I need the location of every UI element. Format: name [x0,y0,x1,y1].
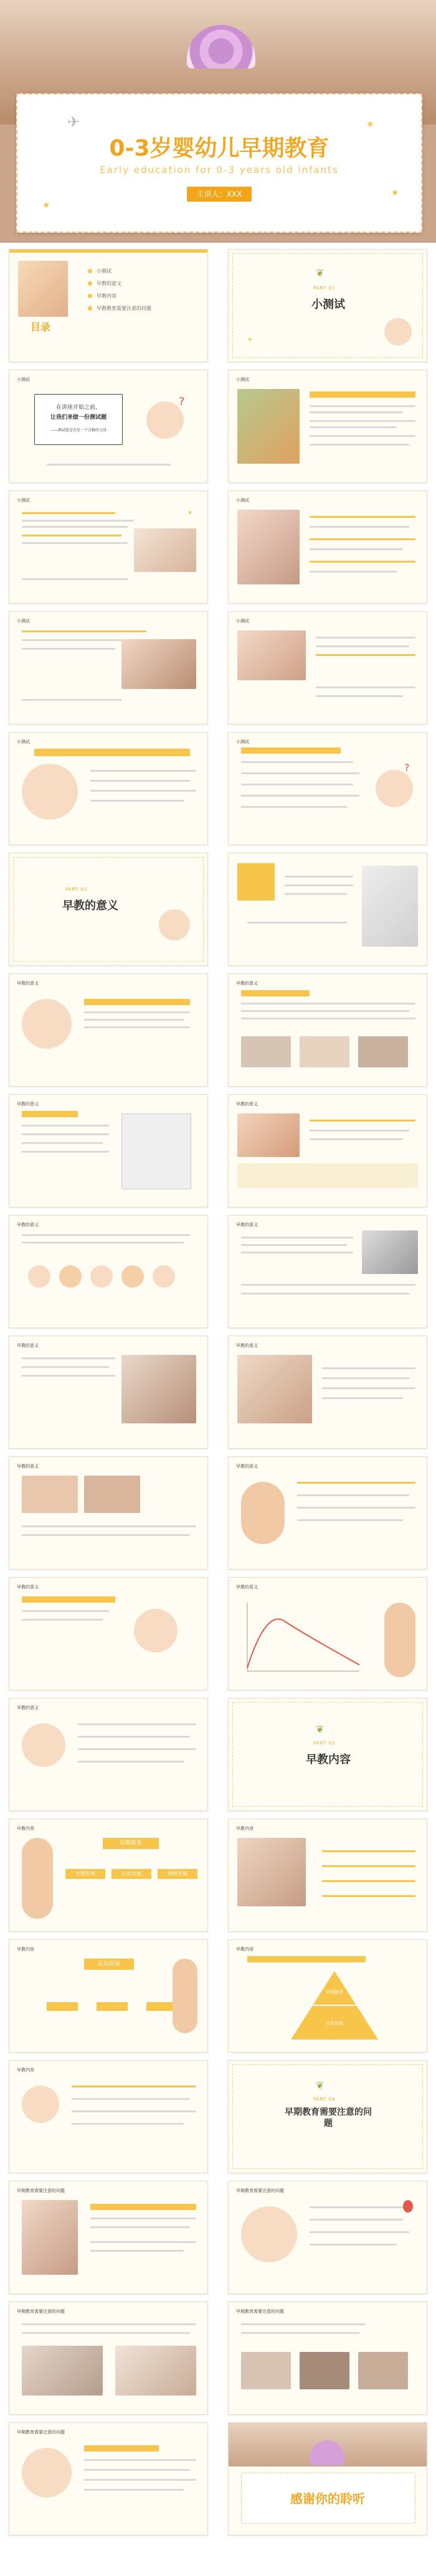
info-badge [22,1111,78,1117]
photo [241,2352,291,2389]
text-line [84,1019,184,1021]
baby-photo [115,2346,196,2396]
answer-bar [34,749,190,756]
slide-header: 早教的意义 [236,1585,258,1590]
text-line [297,1507,415,1509]
text-line [241,1237,353,1239]
slide-quiz-3[interactable] [228,490,427,604]
slide-meaning-11[interactable] [228,1456,427,1570]
text-line [322,1880,415,1882]
toc-item[interactable]: 早教的意义 [97,281,121,286]
text-line [322,1850,415,1852]
slide-header: 小测试 [17,739,30,744]
quiz-intro-line2: 让我们来做一份测试题 [50,415,107,421]
text-line [241,2332,359,2334]
slide-section-quiz[interactable] [228,249,427,362]
tree-node: 情感发展 [158,1869,197,1879]
answer-bar [241,747,341,754]
text-line [316,654,415,656]
tree-node: 认知发展 [111,1869,151,1879]
text-line [22,1151,109,1153]
info-badge [90,2204,196,2210]
baby-photo [237,1838,306,1906]
text-line [90,2218,196,2219]
baby-photo [121,639,196,689]
slide-meaning-14[interactable] [9,1698,208,1811]
text-box [237,1163,418,1188]
photo [241,1036,291,1067]
text-line [84,2459,196,2461]
slide-content-2[interactable] [9,2060,208,2173]
text-line [310,426,397,428]
slide-header: 早教内容 [17,2068,34,2073]
slide-header: 早教的意义 [17,1585,39,1590]
star-icon: ★ [187,510,193,516]
baby-photo [237,630,306,680]
baby-photo [237,1355,312,1423]
slide-meaning-4[interactable] [9,1094,208,1207]
text-line [22,639,128,641]
accent-block [237,863,275,901]
ending-title: 感谢你的聆听 [290,2491,365,2506]
text-line [22,1242,184,1244]
baby-photo [362,866,418,947]
cover-title: 0-3岁婴幼儿早期教育 [109,136,329,161]
text-line [90,780,190,782]
text-line [22,1619,103,1621]
text-line [310,538,415,540]
text-line [310,571,397,573]
slide-toc[interactable] [9,249,208,362]
info-badge [22,1596,115,1603]
text-line [22,630,146,632]
slide-header: 早期教育需要注意的问题 [236,2188,284,2193]
slide-header: 早期教育需要注意的问题 [236,2309,284,2314]
slide-content-1[interactable] [228,1819,427,1932]
slide-quiz-7[interactable] [228,732,427,845]
kid-studying-illustration [134,1609,178,1652]
text-line [316,637,415,639]
text-line [310,2206,409,2208]
family-illustration [241,2206,297,2262]
text-line [22,2323,196,2325]
text-line [22,512,115,514]
text-line [90,800,184,802]
slide-header: 早教的意义 [17,1464,39,1469]
section-part-label: PART 03 [313,1741,336,1746]
text-line [22,1234,190,1236]
text-line [84,2479,196,2481]
slide-meaning-5[interactable] [228,1094,427,1207]
slide-header: 早教的意义 [236,1222,258,1227]
kid-illustration [22,2086,59,2123]
section-part-label: PART 04 [313,2097,336,2102]
text-line [241,1018,415,1019]
text-line [22,526,128,528]
photo [84,1476,140,1513]
tree-node: 生理发展 [65,1869,105,1879]
mother-illustration [384,1603,415,1677]
kid-illustration [22,2448,72,2498]
slide-header: 早教的意义 [17,1343,39,1348]
baby-photo [237,510,300,584]
slide-header: 小测试 [17,619,30,624]
info-badge [84,2445,159,2452]
text-line [241,795,359,797]
text-line [297,1494,409,1496]
text-line [310,444,409,446]
tree-node [47,2002,78,2011]
text-line [84,2469,190,2471]
slide-notice-5[interactable] [9,2422,208,2536]
text-line [285,893,347,895]
slide-notice-2[interactable] [228,2181,427,2294]
slide-content-pyramid[interactable] [228,1939,427,2053]
section-title: 早教的意义 [62,899,118,912]
text-line [241,784,353,785]
slide-header: 早教内容 [236,1826,254,1831]
bullet-icon [88,281,92,286]
cover-subtitle: Early education for 0-3 years old infants [100,164,339,176]
text-line [22,1142,103,1144]
pyramid-diagram [291,1971,378,2040]
text-line [72,2110,196,2112]
text-line [285,876,353,878]
text-line [78,1736,190,1738]
slide-meaning-3[interactable] [228,973,427,1087]
slide-header: 早教内容 [236,1947,254,1952]
toc-item[interactable]: 早教教育需要注意的问题 [97,306,151,311]
text-line [241,1284,415,1286]
text-line [297,1482,415,1484]
text-line [322,1387,415,1389]
text-line [22,1525,196,1527]
quiz-intro-line1: 在讲座开始之前， [55,405,101,411]
baby-photo [18,261,68,317]
text-line [90,790,196,792]
slide-quiz-2[interactable] [9,490,208,604]
slide-header: 小测试 [17,498,30,503]
bullet-icon [88,306,92,311]
star-icon: ★ [366,119,374,129]
baby-photo [237,1113,300,1157]
slide-header: 早期教育需要注意的问题 [17,2188,65,2193]
text-line [316,645,409,647]
text-line [78,1723,196,1725]
kid-illustration [22,1723,65,1767]
text-line [90,2241,196,2243]
slide-header: 早教的意义 [17,1102,39,1107]
text-line [316,686,415,688]
slide-header: 早教的意义 [236,1343,258,1348]
slide-header: 早教的意义 [236,981,258,986]
text-line [22,1375,115,1377]
mother-illustration [173,1959,197,2033]
question-mark-icon: ? [404,762,410,774]
kid-illustration [153,1265,175,1288]
baby-illustration [384,318,412,345]
kid-illustration [59,1265,82,1288]
slide-quiz-1[interactable] [228,370,427,483]
info-badge [84,999,190,1005]
slide-header: 早教的意义 [17,981,39,986]
tree-node [97,2002,128,2011]
text-line [84,2489,184,2491]
text-line [47,464,171,466]
question-mark-icon: ? [179,395,185,408]
text-line [241,2323,366,2325]
text-line [22,1357,115,1359]
text-line [22,648,115,650]
photo [358,2352,408,2389]
star-icon: ★ [42,200,50,210]
mother-illustration [241,1482,285,1544]
text-line [22,535,121,536]
slide-header: 早教内容 [17,1826,34,1831]
leaf-icon: ❦ [316,2079,325,2091]
text-line [22,1366,109,1368]
text-line [22,520,134,522]
section-title: 早教内容 [306,1753,351,1766]
pyramid-bottom-label: 认知发展 [326,2021,343,2026]
photo [300,2352,349,2389]
baby-photo [22,2200,78,2275]
text-line [322,1367,415,1369]
text-line [90,770,196,772]
slide-header: 早教的意义 [236,1464,258,1469]
text-line [22,1534,190,1536]
slide-notice-4[interactable] [228,2302,427,2415]
text-line [241,1010,409,1012]
baby-illustration [159,909,190,940]
quiz-intro-line3: ——测试您是否是一个合格的父母 [50,428,107,433]
photo [358,1036,408,1067]
text-line [241,761,353,763]
text-line [72,2086,196,2087]
development-curve-chart [241,1596,366,1677]
text-line [72,2098,190,2100]
slide-notice-1[interactable] [9,2181,208,2294]
kid-reading-illustration [22,999,72,1049]
balloon-icon [403,2200,413,2213]
text-line [310,1130,409,1131]
text-line [285,884,353,886]
text-line [241,806,347,808]
text-line [310,1120,415,1122]
slide-meaning-10[interactable] [9,1456,208,1570]
text-line [310,411,403,413]
slide-quiz-6[interactable] [9,732,208,845]
question-badge [310,391,415,398]
text-line [22,578,128,580]
toc-item[interactable]: 小测试 [97,268,111,274]
text-line [322,1895,415,1897]
paper-plane-icon: ✈ [67,113,80,131]
slide-header: 小测试 [236,739,249,744]
mother-illustration [22,1838,53,1919]
text-line [72,2123,184,2125]
text-line [310,1138,403,1140]
text-line [22,699,121,701]
section-title: 小测试 [311,298,345,311]
text-line [322,1865,415,1867]
slide-meaning-7[interactable] [228,1215,427,1328]
slide-meaning-1[interactable] [228,853,427,966]
text-line [78,1748,196,1750]
text-line [322,1397,403,1399]
slide-quiz-5[interactable] [228,611,427,724]
kid-illustration [90,1265,113,1288]
section-part-label: PART 02 [65,887,88,892]
slide-header: 早期教育需要注意的问题 [17,2309,65,2314]
slide-header: 早教的意义 [236,1102,258,1107]
text-line [84,1026,190,1028]
cover-card [16,93,422,233]
tree-root: 认知发展 [84,1959,134,1970]
photo [362,1230,418,1274]
slide-content-tree[interactable] [9,1819,208,1932]
slide-ending[interactable] [228,2422,427,2536]
text-line [241,1003,415,1005]
slide-header: 早教内容 [17,1947,34,1952]
text-line [310,2231,409,2233]
text-line [241,1244,347,1246]
slide-meaning-6[interactable] [9,1215,208,1328]
slide-header: 小测试 [17,377,30,382]
baby-photo [22,2346,103,2396]
leaf-icon: ❦ [316,267,325,279]
text-line [310,420,415,422]
slide-accent-bar [9,250,207,253]
leaf-icon: ❦ [316,1723,325,1735]
bullet-icon [88,294,92,298]
text-line [22,1610,109,1612]
toc-item[interactable]: 早教内容 [97,293,116,299]
toys-photo [121,1355,196,1423]
slide-notice-3[interactable] [9,2302,208,2415]
pyramid-top-label: 早期教育 [326,1990,343,1995]
slide-section-meaning[interactable] [9,853,208,966]
text-line [90,2250,184,2252]
text-line [241,1252,353,1253]
text-line [22,1125,109,1126]
cover-slide [0,0,436,243]
slide-meaning-8[interactable] [9,1336,208,1449]
slide-section-content[interactable] [228,1698,427,1811]
text-line [241,1293,409,1295]
slide-meaning-13[interactable] [228,1577,427,1690]
info-badge [241,990,310,996]
text-line [22,2332,190,2334]
slide-content-tree-2[interactable] [9,1939,208,2053]
text-line [310,548,403,550]
text-line [316,695,403,697]
slide-meaning-9[interactable] [228,1336,427,1449]
slide-meaning-2[interactable] [9,973,208,1087]
text-line [297,1519,403,1521]
tree-root: 早期教育 [103,1838,159,1849]
slide-meaning-12[interactable] [9,1577,208,1690]
text-line [22,1133,109,1135]
baby-photo [237,389,300,464]
photo [22,1476,78,1513]
star-icon: ★ [247,337,253,343]
slide-header: 小测试 [236,619,249,624]
text-line [310,405,415,407]
text-line [90,2226,190,2228]
slide-quiz-intro[interactable] [9,370,208,483]
text-line [78,1761,184,1763]
section-part-label: PART 01 [313,286,336,291]
section-title: 早期教育需要注意的问题 [285,2107,372,2129]
text-line [241,772,359,774]
text-line [22,542,128,544]
kid-illustration [146,395,185,439]
slide-header: 早教的意义 [17,1222,39,1227]
kid-illustration [28,1265,50,1288]
toc-title: 目录 [30,321,50,333]
slide-header: 早教的意义 [17,1705,39,1710]
text-line [310,2244,397,2246]
star-icon: ★ [391,188,399,198]
slide-header: 小测试 [236,498,249,503]
slide-quiz-4[interactable] [9,611,208,724]
text-line [310,516,415,518]
photo [300,1036,349,1067]
slide-section-notice[interactable] [228,2060,427,2173]
slide-header: 早期教育需要注意的问题 [17,2430,65,2435]
baby-photo [134,528,196,572]
text-line [84,1011,190,1013]
text-line [310,435,415,437]
kid-illustration [121,1265,144,1288]
text-line [310,526,409,528]
text-line [310,2219,403,2221]
family-illustration [22,764,78,820]
slide-header: 小测试 [236,377,249,382]
text-line [310,561,415,563]
brain-diagram [121,1113,191,1189]
text-line [247,922,347,924]
baby-illustration [376,770,413,807]
text-line [322,1377,409,1379]
presenter-badge: 主讲人：XXX [187,187,252,202]
bullet-icon [88,269,92,273]
info-badge [247,1956,366,1962]
